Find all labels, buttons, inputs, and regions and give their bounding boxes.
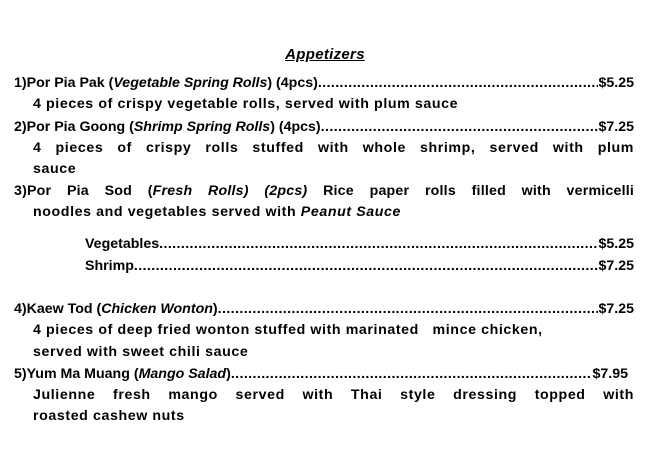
leader-dots (231, 364, 593, 384)
menu-item-3: 3)Por Pia Sod (Fresh Rolls) (2pcs) Rice paper rolls filled with vermicelli (14, 183, 635, 199)
item-number: 5) (14, 366, 27, 382)
menu-item-4: 4) Kaew Tod ( Chicken Wonton ) ..... $7.25 (14, 299, 634, 319)
leader-dots (134, 256, 599, 276)
option-label: Vegetables (85, 236, 160, 252)
item-price: $5.25 (598, 75, 634, 91)
item-name: Por Pia Pak (26, 75, 105, 91)
item-price: $7.25 (598, 119, 634, 135)
sauce-name: Peanut Sauce (300, 204, 402, 220)
leader-dots (159, 234, 598, 254)
option-price: $5.25 (598, 236, 634, 252)
section-heading: Appetizers (285, 46, 365, 63)
leader-dots (218, 299, 599, 319)
menu-item-5: 5) Yum Ma Muang ( Mango Salad ) ..... $7.95 (14, 364, 628, 384)
item-note: (4pcs) (278, 119, 321, 135)
menu-item-1: 1) Por Pia Pak ( Vegetable Spring Rolls ) (4pcs) ..... $5.25 (14, 73, 634, 93)
leader-dots (321, 117, 599, 137)
item-number: 1) (14, 75, 27, 91)
item-description: 4 pieces of deep fried wonton stuffed with marinated mince chicken, (33, 322, 543, 338)
item-description: Rice paper rolls filled with vermicelli (323, 183, 635, 199)
item-description: 4 pieces of crispy rolls stuffed with whole shrimp, served with plum (33, 140, 634, 156)
item-description-cont: noodles and vegetables served with Peanut Sauce (33, 204, 402, 220)
item-translation: Vegetable Spring Rolls (113, 75, 268, 91)
option-vegetables (85, 234, 634, 254)
item-note: (4pcs) (276, 75, 318, 91)
item-description: Julienne fresh mango served with Thai style dressing topped with (33, 387, 634, 403)
leader-dots (318, 73, 599, 93)
item-name: Yum Ma Muang (26, 366, 130, 382)
item-price: $7.25 (598, 301, 634, 317)
option-shrimp (85, 256, 634, 276)
item-name: Por Pia Goong (26, 119, 126, 135)
item-translation: Fresh Rolls) (2pcs) (152, 183, 308, 199)
item-translation: Shrimp Spring Rolls (133, 119, 271, 135)
item-name: Kaew Tod (26, 301, 93, 317)
item-translation: Chicken Wonton (101, 301, 213, 317)
item-translation: Mango Salad (138, 366, 227, 382)
item-number: 2) (14, 119, 27, 135)
item-description-cont: sauce (33, 161, 77, 177)
option-price: $7.25 (598, 258, 634, 274)
item-number: 3) (14, 183, 28, 199)
item-name: Por Pia Sod (27, 183, 133, 199)
option-label: Shrimp (85, 258, 134, 274)
menu-item-2: 2) Por Pia Goong ( Shrimp Spring Rolls ) (4pcs) ..... $7.25 (14, 117, 634, 137)
item-description: 4 pieces of crispy vegetable rolls, served with plum sauce (33, 96, 459, 112)
item-price: $7.95 (592, 366, 628, 382)
item-description-cont: served with sweet chili sauce (33, 344, 249, 360)
item-number: 4) (14, 301, 27, 317)
item-description-cont: roasted cashew nuts (33, 408, 185, 424)
